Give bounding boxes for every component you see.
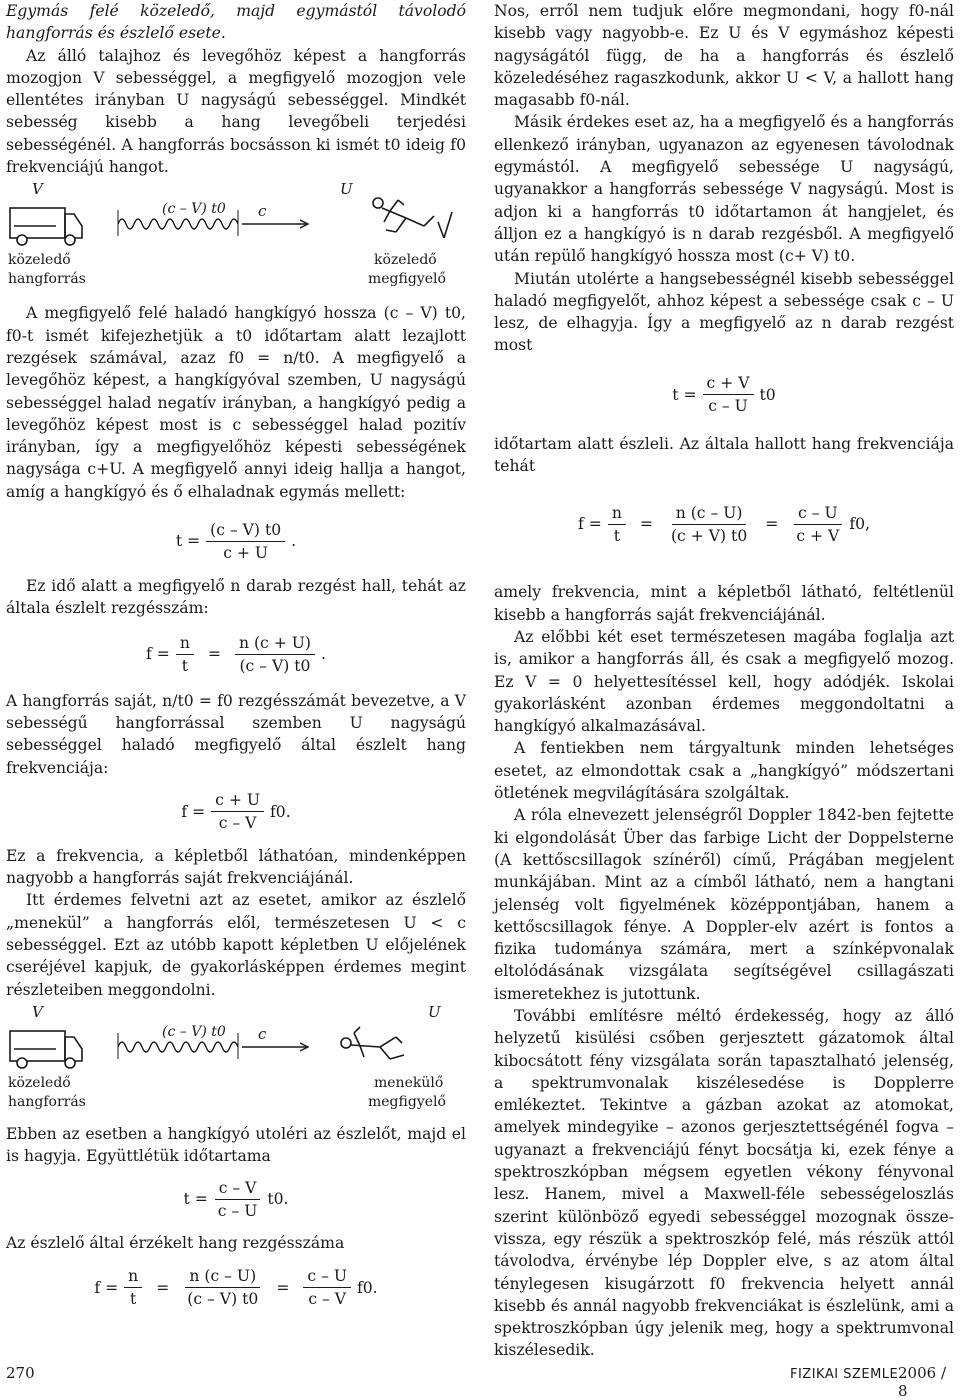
fleeing-person-icon [341, 1027, 404, 1059]
sound-wave [118, 1042, 238, 1052]
fraction [608, 502, 626, 547]
denominator: (c + V) t0 [670, 526, 748, 545]
equation-lhs: f = [578, 515, 602, 534]
source-velocity-label: V [32, 1002, 43, 1021]
numerator: c + U [211, 789, 264, 812]
equation-lhs: f = [146, 645, 170, 664]
paragraph: A hangforrás saját, n/t0 = f0 rezgésszámát bevezetve, a V sebességű hangforrással szemben U nagyságú sebességgel haladó megfigyelő által észlelt hang frekvenciája: [6, 691, 466, 777]
paragraph: Ebben az esetben a hangkígyó utoléri az észlelőt, majd el is hagyja. Együttlétük időtartama [6, 1124, 466, 1166]
fraction [235, 632, 315, 677]
equation-tail: . [291, 531, 297, 550]
equation-tail: . [320, 645, 326, 664]
denominator: c – U [708, 397, 748, 416]
fraction [667, 502, 751, 547]
observer-velocity-label: U [428, 1002, 441, 1021]
equation-tail: t0. [267, 1190, 289, 1209]
source-caption-2: hangforrás [8, 1093, 86, 1110]
truck-icon [10, 208, 82, 245]
paragraph: További említésre méltó érdekesség, hogy az álló helyzetű kisülési csőben gerjesztett gázatomok által kibocsátott fény vizsgálata során tapasztalható jelenség, a spektrumvonalak kiszélesedése is Dopplerre emlékeztet. Tekintve a gázban azokat az atomokat, amelyek mindegyike – azonos gerjesztettségénél fogva – ugyanazt a frekvenciájú fényt bocsátja ki, ezek fénye a spektroszkópban mégsem egyetlen vékony fényvonal lesz. Hanem, mivel a Maxwell-féle sebességeloszlás szerint különböző egyedi sebességgel mozognak össze-vissza, egy részük a spektroszkóp felé, más részük attól távolodva, érvénybe lép Doppler elve, s az atom által ténylegesen kisugárzott f0 frekvencia helyett annál kisebb és annál nagyobb frekvenciákat is észlelünk, ami a spektroszkópban úgy jelenik meg, hogy a spektrumvonal kiszélesedik. [494, 1006, 954, 1360]
fraction [792, 502, 843, 547]
equation-frequency-receding: f = $\frac{n}{t}$ = $\frac{n (c - U)}{(c + V) t0}$ = $\frac{c - U}{c + V}$ f0, [578, 503, 870, 545]
source-caption-1: közeledő [8, 1074, 71, 1091]
source-velocity-label: V [32, 180, 43, 199]
section-heading: Egymás felé közeledő, majd egymástól távolodó hangforrás és észlelő esete. [6, 2, 466, 43]
left-column [6, 0, 466, 1322]
equation-frequency: f = $\frac{n}{t}$ = $\frac{n (c + U)}{(c - V) t0}$ . [146, 634, 326, 676]
numerator: n [608, 502, 626, 525]
equation-time-flee [6, 1168, 466, 1232]
numerator: n (c – U) [185, 1265, 260, 1288]
page-number: 270 [6, 1364, 35, 1382]
equation-lhs: f = [94, 1278, 119, 1297]
right-column [494, 0, 954, 1362]
source-caption-1: közeledő [8, 252, 71, 269]
paragraph: Nos, erről nem tudjuk előre megmondani, hogy f0-nál kisebb vagy nagyobb-e. Ez U és V egymáshoz képesti nagyságától függ, de ha a hangforrás és észlelő közeledéséhez ragaszkodunk, akkor U < V, a hallott hang magasabb f0-nál. [494, 2, 954, 110]
paragraph: Az előbbi két eset természetesen magába foglalja azt is, amikor a hangforrás áll, és csak a megfigyelő mozog. Ez V = 0 helyettesítéssel kell, hogy adódjék. Iskolai gyakorlásként azonban érdemes meggondoltatni a hangkígyó alkalmazásával. [494, 627, 954, 736]
paragraph: A megfigyelő felé haladó hangkígyó hossza (c – V) t0, f0-t ismét kifejezhetjük a t0 időtartam alatt lezajlott rezgések számával, azaz f0 = n/t0. A megfigyelő a levegőhöz képest, a hangkígyóval szemben, U nagyságú sebességgel halad negatív irányban, a hangkígyó pedig a levegőhöz képest most is c sebességgel halad pozitív irányban, így a megfigyelőhöz képesti sebességének nagysága c+U. A megfigyelő annyi ideig hallja a hangot, amíg a hangkígyó és ő elhaladnak egymás mellett: [6, 304, 466, 501]
fraction [303, 1265, 351, 1310]
numerator: (c – V) t0 [206, 519, 285, 542]
denominator: c – V [218, 814, 257, 833]
numerator: c – U [303, 1265, 351, 1288]
figure-fleeing [6, 1001, 466, 1119]
denominator: c + V [796, 526, 840, 545]
equation-tail: t0 [759, 385, 776, 404]
paragraph: amely frekvencia, mint a képletből látható, feltétlenül kisebb a hangforrás saját frekvenciájánál. [494, 583, 954, 624]
denominator: c + U [223, 543, 269, 562]
wave-length-label: (c – V) t0 [162, 1023, 226, 1040]
issue-number: 2006 / 8 [898, 1364, 946, 1400]
paragraph: Másik érdekes eset az, ha a megfigyelő és a hangforrás ellenkező irányban, ugyanazon az egyenesen távolodnak egymástól. A megfigyelő sebessége U nagyságú, ugyanakkor a hangforrás sebessége V nagyságú. Most is adjon ki a hangforrás t0 időtartamon át hangjelet, és álljon ez a hangkígyó is n darab rezgésből. A megfigyelő után repülő hangkígyó hossza most (c+ V) t0. [494, 113, 954, 266]
observer-caption-2: megfigyelő [368, 271, 446, 288]
wave-length-label: (c – V) t0 [162, 201, 226, 218]
paragraph: A róla elnevezett jelenségről Doppler 1842-ben fejtette ki elgondolását Über das farbige Licht der Doppelsterne (A kettőscsillagok színéről) című, Prágában megjelent munkájában. Mint az a címből látható, nem a hangtani jelenség volt figyelmének középpontjában, hanem a kettőscsillagok fénye. A Doppler-elv azért is fontos a fizika tudománya számára, mert a színképvonalak eltolódásának vizsgálata segítségével csillagászati ismeretekhez is jutottunk. [494, 806, 954, 1003]
paragraph: Miután utolérte a hangsebességnél kisebb sebességgel haladó megfigyelőt, ahhoz képest a sebessége csak c – U lesz, de elhagyja. Így a megfigyelő az n darab rezgést most [494, 269, 954, 355]
fraction [211, 789, 264, 834]
observer-caption-1: menekülő [374, 1074, 444, 1091]
observer-caption-1: közeledő [374, 252, 437, 269]
numerator: n (c – U) [672, 502, 747, 525]
denominator: c – U [217, 1202, 258, 1220]
numerator: c – U [794, 502, 842, 525]
sound-speed-label: c [258, 202, 267, 221]
denominator: c – V [308, 1290, 347, 1309]
denominator: t [181, 657, 188, 676]
paragraph: Az álló talajhoz és levegőhöz képest a hangforrás mozogjon V sebességgel, a megfigyelő mozogjon vele ellentétes irányban U nagyságú sebességgel. Mindkét sebesség kisebb a hang levegőbeli terjedési sebességénél. A hangforrás bocsásson ki ismét t0 ideig f0 frekvenciájú hangot. [6, 46, 466, 177]
source-caption-2: hangforrás [8, 271, 86, 288]
equation-frequency-source [6, 779, 466, 845]
paragraph: időtartam alatt észleli. Az általa hallott hang frekvenciája tehát [494, 434, 954, 476]
denominator: (c – V) t0 [239, 657, 311, 676]
truck-icon [10, 1031, 82, 1068]
sound-wave [118, 219, 238, 229]
equation-lhs: t = [672, 385, 697, 404]
running-person-icon [373, 198, 452, 238]
denominator: t [613, 526, 620, 545]
fraction [703, 372, 754, 417]
numerator: n (c + U) [235, 632, 315, 655]
denominator: (c – V) t0 [187, 1290, 259, 1309]
fraction [124, 1265, 142, 1310]
figure-approaching [6, 178, 466, 296]
numerator: c – V [215, 1177, 261, 1200]
sound-speed-label: c [258, 1024, 267, 1043]
equation-frequency-flee: f = $\frac{n}{t}$ = $\frac{n (c - U)}{(c - V) t0}$ = $\frac{c - U}{c - V}$ f0. [94, 1267, 378, 1309]
observer-velocity-label: U [340, 180, 353, 199]
equation-time [6, 507, 466, 575]
fraction [214, 1177, 262, 1222]
equation-lhs: f = [181, 802, 206, 821]
equation-time-receding [494, 357, 954, 433]
fraction [183, 1265, 262, 1310]
numerator: n [124, 1265, 142, 1288]
numerator: n [176, 632, 194, 655]
paragraph: Ez a frekvencia, a képletből láthatóan, mindenképpen nagyobb a hangforrás saját frekvenciájánál. [6, 846, 466, 888]
equation-lhs: t = [183, 1190, 208, 1209]
paragraph: A fentiekben nem tárgyaltunk minden lehetséges esetet, az elmondottak csak a „hangkígyó” módszertani ötletének megvilágítására szolgáltak. [494, 739, 954, 803]
equation-lhs: t = [175, 531, 201, 550]
journal-name: FIZIKAI SZEMLE [790, 1367, 899, 1382]
denominator: t [130, 1290, 137, 1309]
numerator: c + V [703, 372, 754, 395]
equation-tail: f0. [356, 1278, 378, 1297]
fraction [176, 632, 194, 677]
observer-caption-2: megfigyelő [368, 1093, 446, 1110]
paragraph: Az észlelő által érzékelt hang rezgésszáma [6, 1233, 345, 1252]
equation-tail: f0. [270, 802, 291, 821]
fraction [206, 519, 285, 564]
equation-tail: f0, [849, 515, 870, 534]
paragraph: Itt érdemes felvetni azt az esetet, amikor az észlelő „menekül” a hangforrás elől, természetesen U < c sebességgel. Ezt az utóbb kapott képletben U előjelének cseréjével kapjuk, de gyakorlásképpen érdemes megint részleteiben meggondolni. [6, 891, 466, 999]
paragraph: Ez idő alatt a megfigyelő n darab rezgést hall, tehát az általa észlelt rezgésszám: [6, 577, 466, 618]
